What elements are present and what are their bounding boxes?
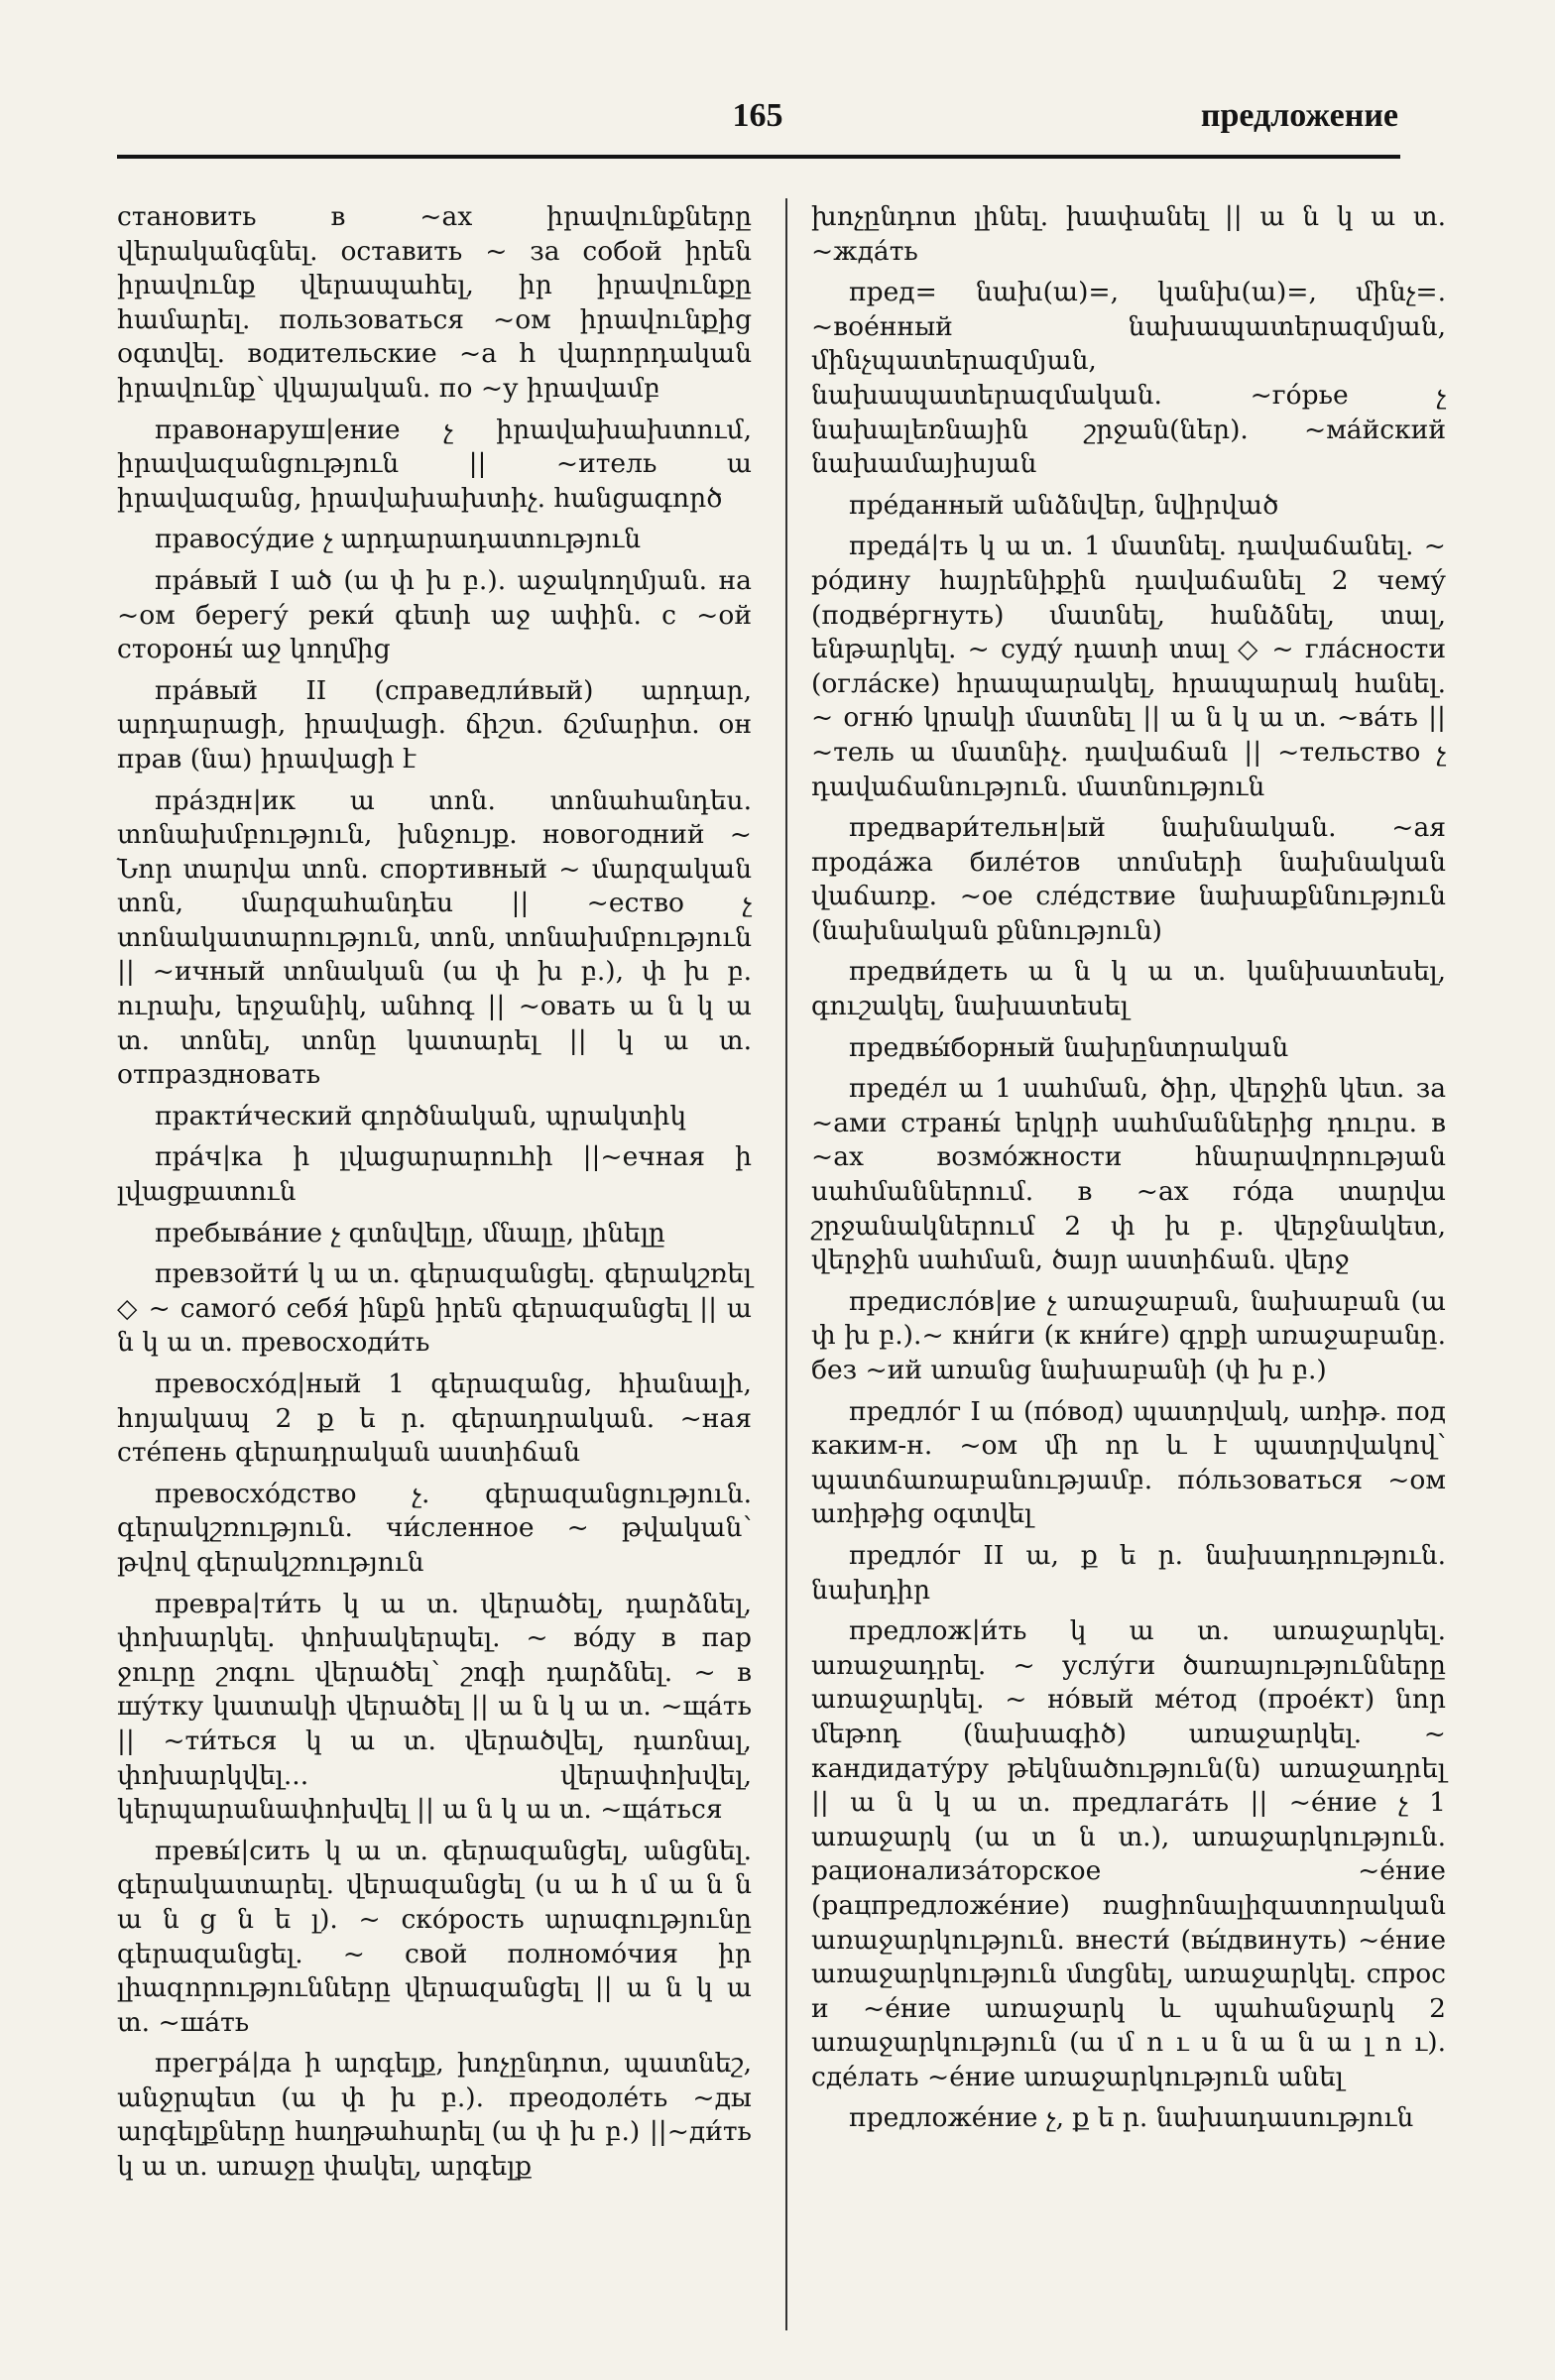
header-rule xyxy=(117,155,1400,159)
dictionary-entry: предло́г II ա, ք ե ր. նախադրություն. նախդիր xyxy=(811,1539,1446,1606)
left-column xyxy=(117,200,752,2192)
dictionary-entry: превы́|сить կ ա տ. գերազանցել, անցնել. գերակատարել. վերազանցել (ս ա հ մ ա ն ն ա ն ց ն ե լ). ~ ско́рость արագությունը գերազանցել. ~ свой полномо́чия իր լիազորությունները վերազանցել || ա ն կ ա տ. ~ша́ть xyxy=(117,1835,752,2038)
dictionary-entry: преде́л ա 1 սահման, ծիր, վերջին կետ. за ~ами страны́ երկրի սահմաններից դուրս. в ~ах возмо́жности հնարավորության սահմաններում. в ~ах го́да տարվա շրջանակներում 2 փ խ բ. վերջնակետ, վերջին սահման, ծայր աստիճան. վերջ xyxy=(811,1073,1446,1276)
dictionary-entry: превзойти́ կ ա տ. գերազանցել. գերակշռել ◇ ~ самого́ себя́ ինքն իրեն գերազանցել || ա ն կ ա տ. превосходи́ть xyxy=(117,1258,752,1359)
dictionary-entry: пре́данный անձնվեր, նվիրված xyxy=(849,489,1279,521)
dictionary-entry: превра|ти́ть կ ա տ. վերածել, դարձնել, փոխարկել. փոխակերպել. ~ во́ду в пар ջուրը շոգու վերածել՝ շոգի դարձնել. ~ в шу́тку կատակի վերածել || ա ն կ ա տ. ~ща́ть || ~ти́ться կ ա տ. վերածվել, դառնալ, փոխարկվել... վերափոխվել, կերպարանափոխվել || ա ն կ ա տ. ~ща́ться xyxy=(117,1588,752,1826)
page-header xyxy=(117,97,1398,157)
dictionary-entry: пред= նախ(ա)=, կանխ(ա)=, մինչ=. ~вое́нный նախապատերազմյան, մինչպատերազմյան, նախապատերազմական. ~го́рье չ նախալեռնային շրջան(ներ). ~ма́йский նախամայիսյան xyxy=(811,277,1446,480)
dictionary-entry: пра́здн|ик ա տոն. տոնահանդես. տոնախմբություն, խնջույք. новогодний ~ Նոր տարվա տոն. спортивный ~ մարզական տոն, մարզահանդես || ~ество չ տոնակատարություն, տոն, տոնախմբություն || ~ичный տոնական (ա փ խ բ.), փ խ բ. ուրախ, երջանիկ, անհոգ || ~овать ա ն կ ա տ. տոնել, տոնը կատարել || կ ա տ. отпраздновать xyxy=(117,784,752,1091)
dictionary-entry: правонаруш|ение չ իրավախախտում, իրավազանցություն || ~итель ա իրավազանց, իրավախախտիչ. հանցագործ xyxy=(117,414,752,514)
dictionary-entry: предвы́борный նախընտրական xyxy=(849,1031,1289,1063)
entry-continuation: становить в ~ах իրավունքները վերականգնել. оставить ~ за собой իրեն իրավունք վերապահել, իր իրավունքը համարել. пользоваться ~ом իրավունքից օգտվել. водительские ~а հ վարորդական իրավունք՝ վկայական. по ~у իրավամբ xyxy=(117,201,752,404)
dictionary-entry: предлож|и́ть կ ա տ. առաջարկել. առաջադրել. ~ услу́ги ծառայությունները առաջարկել. ~ но́вый ме́тод (прое́кт) նոր մեթոդ (նախագիծ) առաջարկել. ~ кандидату́ру թեկնածություն(ն) առաջադրել || ա ն կ ա տ. предлага́ть || ~е́ние չ 1 առաջարկ (ա տ ն տ.), առաջարկություն. рационализа́торское ~е́ние (рацпредложе́ние) ռացիոնալիզատորական առաջարկություն. внести́ (вы́двинуть) ~е́ние առաջարկություն մտցնել, առաջարկել. спрос и ~е́ние առաջարկ և պահանջարկ 2 առաջարկություն (ա մ ո ւ ս ն ա ն ա լ ո ւ). сде́лать ~е́ние առաջարկություն անել xyxy=(811,1615,1446,2092)
dictionary-entry: превосхо́д|ный 1 գերազանց, հիանալի, հոյակապ 2 ք ե ր. գերադրական. ~ная сте́пень գերադրական աստիճան xyxy=(117,1368,752,1469)
dictionary-entry: пра́вый I ած (ա փ խ բ.). աջակողմյան. на ~ом берегу́ реки́ գետի աջ ափին. с ~ой стороны́ աջ կողմից xyxy=(117,564,752,665)
dictionary-entry: практи́ческий գործնական, պրակտիկ xyxy=(155,1100,686,1131)
dictionary-entry: предвари́тельн|ый նախնական. ~ая прода́жа биле́тов տոմսերի նախնական վաճառք. ~ое сле́дствие նախաքննություն (նախնական քննություն) xyxy=(811,812,1446,946)
running-head: предложение xyxy=(1200,97,1398,134)
right-column xyxy=(811,200,1446,2143)
dictionary-entry: предло́г I ա (по́вод) պատրվակ, առիթ. под каким-н. ~ом մի որ և է պատրվակով՝ պատճառաբանությամբ. по́льзоваться ~ом առիթից օգտվել xyxy=(811,1395,1446,1530)
dictionary-entry: прегра́|да ի արգելք, խոչընդոտ, պատնեշ, անջրպետ (ա փ խ բ.). преодоле́ть ~ды արգելքները հաղթահարել (ա փ խ բ.) ||~ди́ть կ ա տ. առաջը փակել, արգելք xyxy=(117,2048,752,2183)
page-number: 165 xyxy=(732,97,783,134)
dictionary-entry: пребыва́ние չ գտնվելը, մնալը, լինելը xyxy=(155,1217,665,1249)
dictionary-entry: преда́|ть կ ա տ. 1 մատնել. դավաճանել. ~ ро́дину հայրենիքին դավաճանել 2 чему́ (подве́ргнуть) մատնել, հանձնել, տալ, ենթարկել. ~ суду́ դատի տալ ◇ ~ гла́сности (огла́ске) հրապարակել, հրապարակ հանել. ~ огню́ կրակի մատնել || ա ն կ ա տ. ~ва́ть || ~тель ա մատնիչ. դավաճան || ~тельство չ դավաճանություն. մատնություն xyxy=(811,531,1446,802)
dictionary-entry: пра́вый II (справедли́вый) արդար, արդարացի, իրավացի. ճիշտ. ճշմարիտ. он прав (նա) իրավացի է xyxy=(117,674,752,774)
dictionary-entry: предложе́ние չ, ք ե ր. նախադասություն xyxy=(849,2102,1414,2134)
dictionary-entry: предисло́в|ие չ առաջաբան, նախաբան (ա փ խ բ.).~ кни́ги (к кни́ге) գրքի առաջաբանը. без ~ий առանց նախաբանի (փ խ բ.) xyxy=(811,1285,1446,1385)
column-divider xyxy=(785,198,787,2330)
dictionary-entry: правосу́дие չ արդարադատություն xyxy=(155,524,642,555)
dictionary-entry: предви́деть ա ն կ ա տ. կանխատեսել, գուշակել, նախատեսել xyxy=(811,956,1446,1022)
dictionary-entry: превосхо́дство չ. գերազանցություն. գերակշռություն. чи́сленное ~ թվական՝ թվով գերակշռություն xyxy=(117,1478,752,1578)
dictionary-entry: пра́ч|ка ի լվացարարուհի ||~ечная ի լվացքատուն xyxy=(117,1141,752,1208)
entry-continuation: խոչընդոտ լինել. խափանել || ա ն կ ա տ. ~жда́ть xyxy=(811,201,1446,267)
